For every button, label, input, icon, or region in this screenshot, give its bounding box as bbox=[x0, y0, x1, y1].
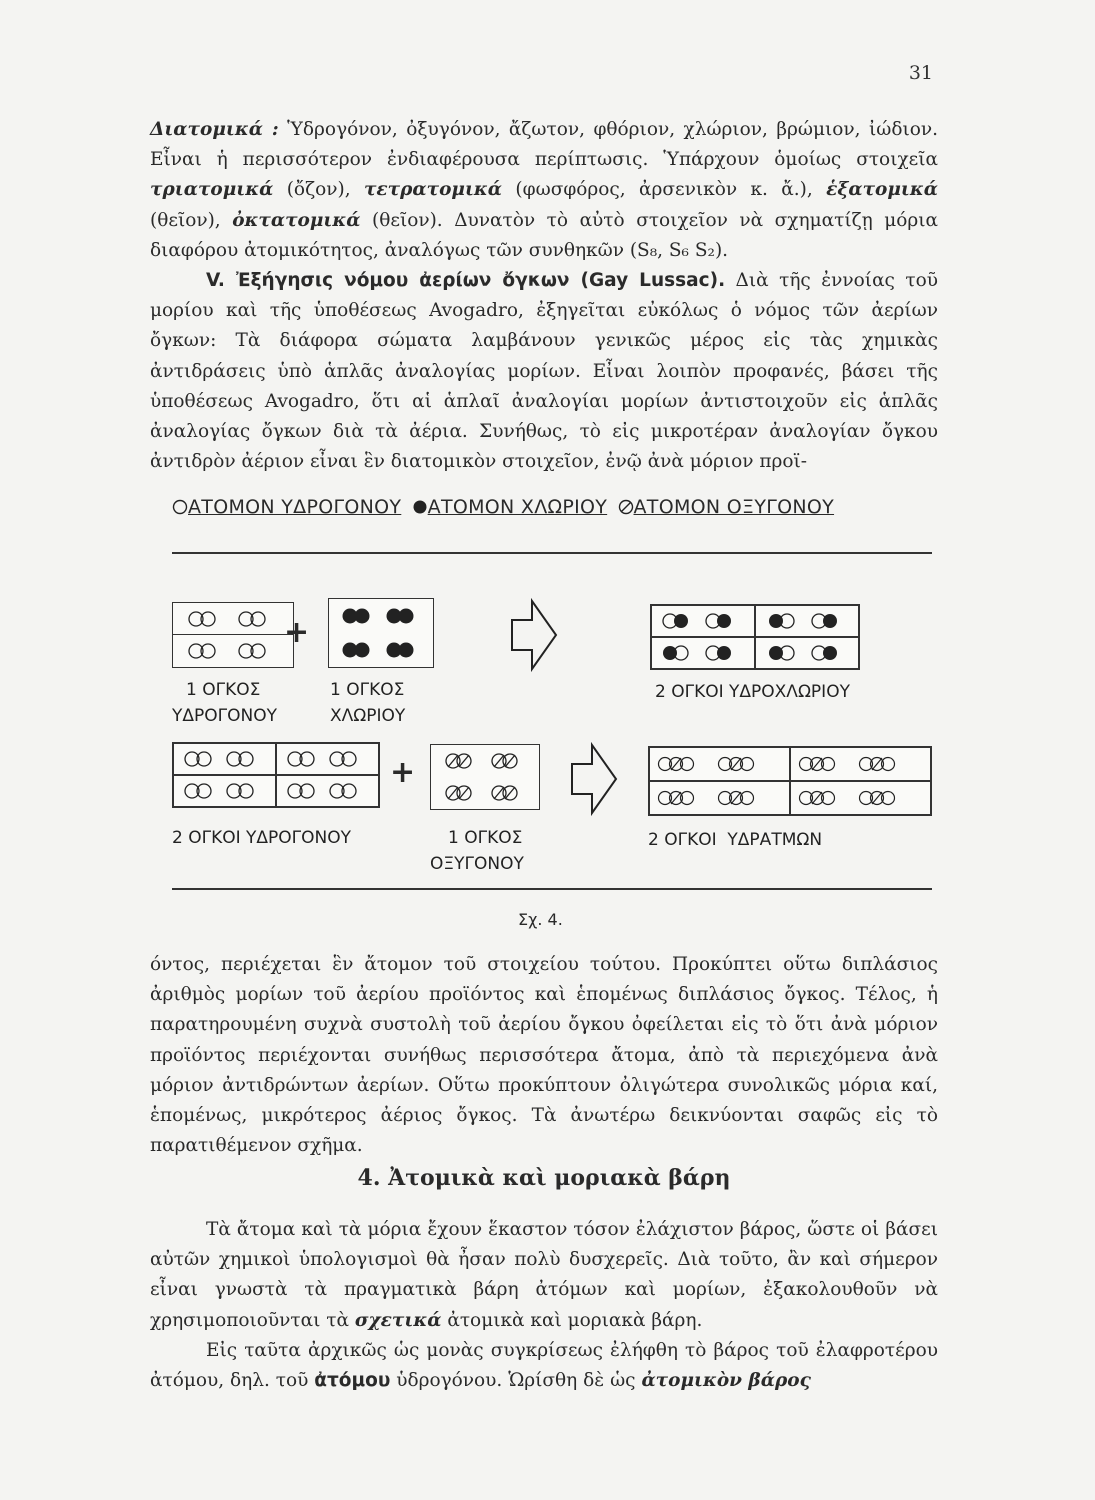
h2-molecules-icon bbox=[183, 608, 283, 630]
para5-mid: ὑδρογόνου. Ὡρίσθη δὲ ὡς bbox=[396, 1370, 636, 1392]
text-d: (θεῖον), bbox=[150, 209, 233, 231]
label-hydrochloric-acid: 2 ΟΓΚΟΙ ΥΔΡΟΧΛΩΡΙΟΥ bbox=[655, 682, 850, 702]
h2o-molecules-icon bbox=[796, 753, 926, 775]
section-heading: 4. Ἀτομικὰ καὶ μοριακὰ βάρη bbox=[357, 1165, 731, 1191]
label-1-volume: 1 ΟΓΚΟΣ bbox=[448, 828, 523, 848]
plus-sign: + bbox=[284, 615, 310, 650]
term-octatomic: ὀκτατομικά bbox=[232, 209, 361, 231]
term-diatomic: Διατομικά : bbox=[150, 119, 279, 140]
h2o-molecules-icon bbox=[796, 787, 926, 809]
text-e: (θεῖον). Δυνατὸν τὸ αὐτὸ στοιχεῖον νὰ σχηματίζῃ μόρια διαφόρου ἀτομικότητος, ἀναλόγως τῶν συνθηκῶν (S₈, S₆ S₂). bbox=[150, 209, 938, 261]
figure-bottom-rule bbox=[172, 888, 932, 890]
h2-molecules-icon bbox=[180, 748, 270, 770]
h2-molecules-icon bbox=[283, 780, 373, 802]
para4-text: Τὰ ἄτομα καὶ τὰ μόρια ἔχουν ἕκαστον τόσον ἐλάχιστον βάρος, ὥστε οἱ βάσει αὐτῶν χημικοὶ ὑπολογισμοὶ θὰ ἦσαν πολὺ δυσχερεῖς. Διὰ τοῦτο, ἂν καὶ σήμερον εἶναι γνωστὰ τὰ πραγματικὰ βάρη ἀτόμων καὶ μορίων, ἐξακολουθοῦν νὰ χρησιμοποιοῦνται τὰ bbox=[150, 1219, 938, 1331]
molecule-row bbox=[173, 603, 293, 635]
legend-chlorine: ΑΤΟΜΟΝ ΧΛΩΡΙΟΥ bbox=[427, 496, 608, 518]
label-hydrogen: ΥΔΡΟΓΟΝΟΥ bbox=[172, 706, 277, 726]
legend-hydrogen: ΑΤΟΜΟΝ ΥΔΡΟΓΟΝΟΥ bbox=[188, 496, 402, 518]
molecule-cell bbox=[790, 781, 931, 815]
plus-sign: + bbox=[390, 755, 416, 790]
page-number: 31 bbox=[908, 62, 933, 84]
para5-term2: ἀτομικὸν βάρος bbox=[641, 1370, 811, 1392]
molecule-cell bbox=[173, 775, 276, 807]
hydrogen-volume-box bbox=[172, 602, 294, 668]
h2o-molecules-icon bbox=[655, 753, 785, 775]
molecule-row bbox=[431, 777, 539, 809]
molecule-cell bbox=[651, 605, 755, 637]
section-v-text: Διὰ τῆς ἐννοίας τοῦ μορίου καὶ τῆς ὑποθέσεως Avogadro, ἐξηγεῖται εὐκόλως ὁ νόμος τῶν ἀερίων ὄγκων: Τὰ διάφορα σώματα λαμβάνουν γενικῶς μέρος εἰς τὰς χημικὰς ἀντιδράσεις ὑπὸ ἁπλᾶς ἀναλογίας μορίων. Εἶναι λοιπὸν προφανές, βάσει τῆς ὑποθέσεως Avogadro, ὅτι αἱ ἁπλαῖ ἀναλογίαι μορίων ἀντιστοιχοῦν εἰς ἁπλᾶς ἀναλογίας ὄγκων διὰ τὰ ἀέρια. Συνήθως, τὸ εἰς μικροτέραν ἀναλογίαν ὄγκου ἀντιδρὸν ἀέριον εἶναι ἓν διατομικὸν στοιχεῖον, ἐνῷ ἀνὰ μόριον προϊ- bbox=[150, 270, 938, 473]
term-tetratomic: τετρατομικά bbox=[363, 179, 503, 201]
hcl-molecules-icon bbox=[762, 642, 852, 664]
cl2-molecules-icon bbox=[334, 638, 428, 662]
text-b: (ὄζον), bbox=[273, 179, 364, 201]
molecule-cell bbox=[173, 743, 276, 775]
molecule-row bbox=[173, 635, 293, 667]
para3-text: όντος, περιέχεται ἓν ἄτομον τοῦ στοιχείου τούτου. Προκύπτει οὕτω διπλάσιος ἀριθμὸς μορίων τοῦ ἀερίου προϊόντος καὶ ἑπομένως διπλάσιος ὄγκος. Τέλος, ἡ παρατηρουμένη συχνὰ συστολὴ τοῦ ἀερίου ὄγκου ὀφείλεται εἰς τὸ ὅτι ἀνὰ μόριον προϊόντος περιέχονται συνήθως περισσότερα ἄτομα, ἀπὸ τὰ περιεχόμενα ἀνὰ μόριον ἀντιδρώντων ἀερίων. Οὕτω προκύπτουν ὀλιγώτερα συνολικῶς μόρια καί, ἑπομένως, μικρότερος ἀέριος ὄγκος. Τὰ ἀνωτέρω δεικνύονται σαφῶς εἰς τὸ παρατιθέμενον σχῆμα. bbox=[150, 954, 938, 1157]
label-1-volume: 1 ΟΓΚΟΣ bbox=[186, 680, 261, 700]
chlorine-volume-box bbox=[328, 598, 434, 668]
paragraph-atomic-weights bbox=[150, 1215, 938, 1396]
hcl-volume-box bbox=[650, 604, 860, 670]
text-c: (φωσφόρος, ἀρσενικὸν κ. ἄ.), bbox=[502, 179, 827, 201]
molecule-cell bbox=[276, 775, 379, 807]
section-v-heading: V. Ἐξήγησις νόμου ἀερίων ὄγκων (Gay Lussac). bbox=[206, 270, 726, 292]
hydrogen-atom-icon bbox=[172, 499, 188, 515]
label-water-vapor: 2 ΟΓΚΟΙ ΥΔΡΑΤΜΩΝ bbox=[648, 830, 823, 850]
cl2-molecules-icon bbox=[334, 604, 428, 628]
term-triatomic: τριατομικά bbox=[150, 179, 274, 201]
h2-molecules-icon bbox=[283, 748, 373, 770]
hcl-molecules-icon bbox=[658, 642, 748, 664]
hcl-molecules-icon bbox=[658, 610, 748, 632]
label-oxygen: ΟΞΥΓΟΝΟΥ bbox=[430, 854, 524, 874]
paragraph-continuation bbox=[150, 950, 938, 1161]
label-1-volume: 1 ΟΓΚΟΣ bbox=[330, 680, 405, 700]
water-vapor-volume-box bbox=[648, 746, 932, 816]
molecule-cell bbox=[276, 743, 379, 775]
molecule-cell bbox=[649, 781, 790, 815]
molecule-row bbox=[329, 633, 433, 667]
paragraph-atomicity bbox=[150, 115, 938, 477]
para5-text: Εἰς ταῦτα ἀρχικῶς ὡς μονὰς συγκρίσεως ἐλήφθη τὸ βάρος τοῦ ἐλαφροτέρου ἀτόμου, δηλ. τοῦ bbox=[150, 1339, 938, 1392]
hcl-molecules-icon bbox=[762, 610, 852, 632]
text-a: Ὑδρογόνον, ὀξυγόνον, ἄζωτον, φθόριον, χλώριον, βρώμιον, ἰώδιον. Εἶναι ἡ περισσότερον ἐνδιαφέρουσα περίπτωσις. Ὑπάρχουν ὁμοίως στοιχεῖα bbox=[150, 119, 938, 171]
term-hexatomic: ἑξατομικά bbox=[826, 179, 938, 201]
para4-end: ἀτομικὰ καὶ μοριακὰ βάρη. bbox=[447, 1309, 703, 1331]
oxygen-volume-box bbox=[430, 744, 540, 810]
para4-term: σχετικά bbox=[354, 1309, 442, 1331]
figure-legend bbox=[172, 496, 834, 518]
reaction-arrow-icon bbox=[568, 742, 620, 816]
molecule-cell bbox=[651, 637, 755, 669]
hydrogen-2-volumes-box bbox=[172, 742, 380, 808]
o2-molecules-icon bbox=[437, 782, 533, 804]
molecule-cell bbox=[755, 605, 859, 637]
figure-gas-volumes bbox=[150, 490, 940, 940]
reaction-arrow-icon bbox=[508, 598, 560, 672]
para5-term1: ἀτόμου bbox=[314, 1370, 391, 1392]
label-chlorine: ΧΛΩΡΙΟΥ bbox=[330, 706, 406, 726]
molecule-row bbox=[431, 745, 539, 777]
oxygen-atom-icon bbox=[618, 499, 634, 515]
h2-molecules-icon bbox=[180, 780, 270, 802]
h2-molecules-icon bbox=[183, 640, 283, 662]
molecule-cell bbox=[649, 747, 790, 781]
label-2-volumes-hydrogen: 2 ΟΓΚΟΙ ΥΔΡΟΓΟΝΟΥ bbox=[172, 828, 351, 848]
figure-top-rule bbox=[172, 552, 932, 554]
o2-molecules-icon bbox=[437, 750, 533, 772]
molecule-cell bbox=[755, 637, 859, 669]
h2o-molecules-icon bbox=[655, 787, 785, 809]
molecule-cell bbox=[790, 747, 931, 781]
legend-oxygen: ΑΤΟΜΟΝ ΟΞΥΓΟΝΟΥ bbox=[633, 496, 835, 518]
chlorine-atom-icon bbox=[412, 499, 428, 515]
figure-caption: Σχ. 4. bbox=[518, 910, 563, 929]
molecule-row bbox=[329, 599, 433, 633]
